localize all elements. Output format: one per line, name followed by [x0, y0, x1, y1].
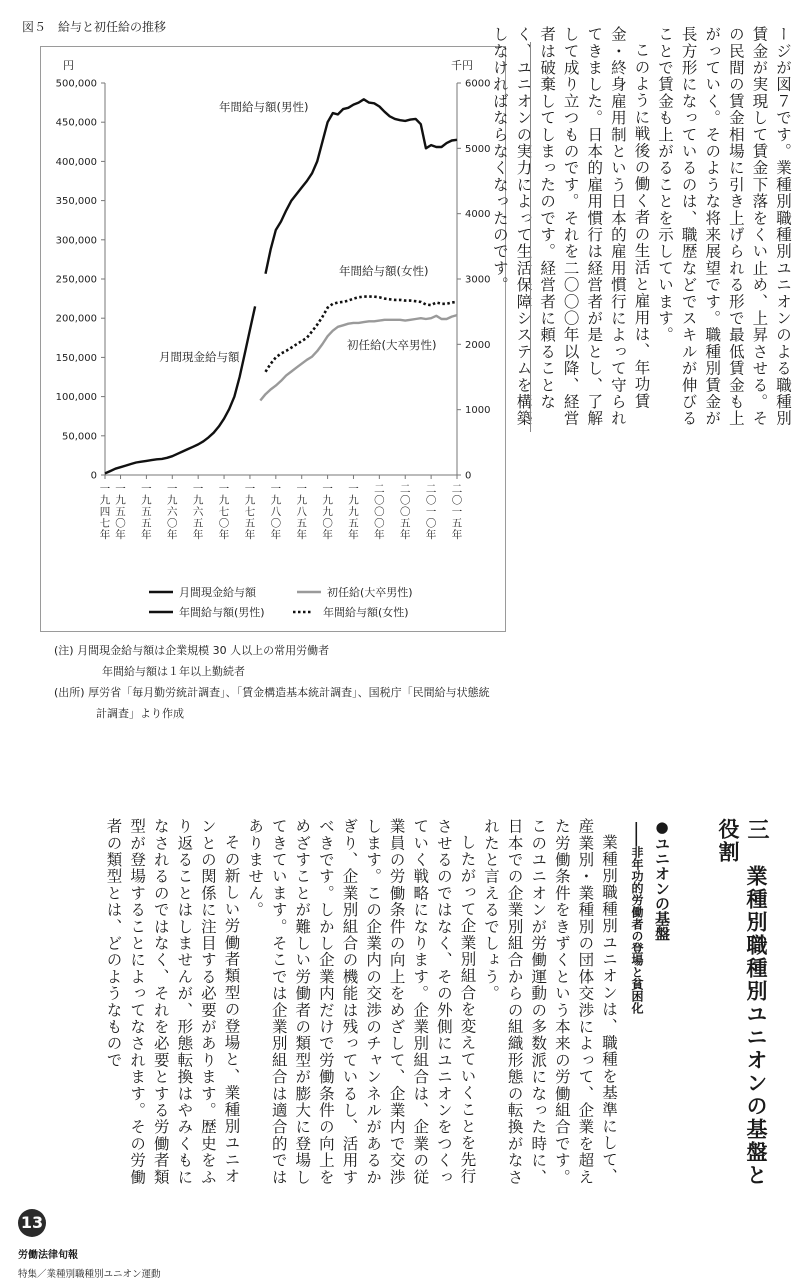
x-tick-label-char: 〇: [115, 517, 126, 530]
series-annotation: 月間現金給与額: [159, 350, 240, 364]
x-tick-label-char: 一: [167, 483, 178, 495]
x-tick-label-char: 九: [192, 494, 204, 507]
note-line-1: [54, 640, 524, 661]
x-tick-label-char: 年: [192, 529, 204, 541]
x-tick-label-char: 九: [244, 494, 256, 507]
x-tick-label-char: 五: [451, 517, 463, 530]
right-axis-unit: 千円: [451, 59, 473, 72]
x-tick-label-char: 年: [115, 529, 126, 541]
series-line-2: [266, 99, 458, 273]
x-tick-label-char: 〇: [322, 517, 333, 530]
x-tick-label-char: 二: [451, 483, 463, 495]
left-tick-label: 0: [90, 470, 97, 482]
right-tick-label: 2000: [465, 339, 491, 351]
series-line-3: [266, 297, 458, 372]
note-line-2: 年間給与額は１年以上勤続者: [102, 665, 245, 678]
x-tick-label-char: 五: [141, 506, 152, 518]
left-tick-label: 400,000: [55, 156, 97, 168]
x-tick-label-char: 〇: [425, 517, 437, 530]
x-tick-label-char: 年: [374, 529, 385, 541]
x-tick-label-char: 年: [451, 529, 463, 541]
x-tick-label-char: 年: [296, 529, 307, 541]
x-tick-label-char: 九: [322, 506, 333, 518]
left-tick-label: 450,000: [55, 117, 97, 129]
series-annotation: 年間給与額(女性): [339, 264, 429, 278]
x-tick-label-char: 一: [451, 506, 463, 518]
body-bottom-paragraph-2: したがって企業別組合を変えていくことを先行させるのではなく、その外側にユニオンをつくっていく戦略になります。企業別組合は、企業の従業員の労働条件の向上をめざして、企業内で交渉します。この企業内の交渉のチャンネルがあるかぎり、企業別組合の機能は残っているし、活用すべきです。しかし企業内だけで労働条件の向上をめざすことが難しい労働者の類型が膨大に登場してきています。そこでは企業別組合は適合的ではありません。: [246, 818, 477, 1186]
right-tick-label: 0: [465, 470, 472, 482]
x-tick-label-char: 五: [348, 517, 359, 530]
source-line-2: 計調査」より作成: [96, 707, 184, 720]
x-tick-label-char: 九: [99, 494, 111, 507]
column-divider: [530, 42, 531, 432]
source-text-1: 厚労省「毎月勤労統計調査」、「賃金構造基本統計調査」、国税庁「民間給与状態統: [88, 686, 490, 699]
x-tick-label-char: 五: [192, 517, 204, 530]
x-tick-label-char: 二: [374, 483, 385, 495]
x-tick-label-char: 年: [399, 529, 411, 541]
x-tick-label-char: 七: [244, 506, 256, 518]
section-heading: [714, 818, 770, 1198]
series-annotation: 年間給与額(男性): [219, 100, 309, 114]
wage-chart: [41, 47, 505, 631]
legend-label: 年間給与額(女性): [323, 606, 409, 619]
right-tick-label: 1000: [465, 405, 491, 417]
x-tick-label-char: 一: [244, 483, 256, 495]
journal-name: 労働法律旬報: [18, 1250, 78, 1261]
legend-label: 月間現金給与額: [179, 586, 256, 599]
figure-title: 図５ 給与と初任給の推移: [22, 20, 167, 34]
series-line-0: [105, 306, 255, 473]
x-tick-label-char: 一: [322, 483, 333, 495]
x-tick-label-char: 六: [192, 506, 204, 518]
body-top-upper: [490, 26, 794, 434]
x-tick-label-char: 〇: [270, 517, 282, 530]
x-tick-label-char: 五: [115, 506, 126, 518]
right-tick-label: 3000: [465, 274, 491, 286]
series-annotation: 初任給(大卒男性): [347, 338, 437, 352]
x-tick-label-char: 〇: [374, 506, 385, 518]
x-tick-label-char: 九: [270, 494, 282, 507]
x-tick-label-char: 一: [141, 483, 152, 495]
x-tick-label-char: 年: [167, 529, 178, 541]
x-tick-label-char: 七: [99, 517, 111, 530]
x-tick-label-char: 八: [296, 506, 307, 518]
x-tick-label-char: 八: [270, 506, 282, 518]
x-tick-label-char: 一: [99, 483, 111, 495]
x-tick-label-char: 九: [141, 494, 152, 507]
x-tick-label-char: 五: [141, 517, 152, 530]
x-tick-label-char: 九: [218, 494, 230, 507]
legend-label: 初任給(大卒男性): [327, 586, 413, 599]
body-top-paragraph-2: このように戦後の働く者の生活と雇用は、年功賃金・終身雇用制という日本的雇用慣行によって守られてきました。日本的雇用慣行は経営者が是とし、了解して成り立つものです。それを二〇〇〇年以降、経営者は破棄してしまったのです。経営者に頼ることなく、ユニオンの実力によって生活保障システムを構築しなければならなくなったのです。: [490, 26, 651, 427]
x-tick-label-char: 二: [425, 483, 437, 495]
right-tick-label: 6000: [465, 78, 491, 90]
x-tick-label-char: 年: [244, 529, 256, 541]
section-title: 業種別職種別ユニオンの基盤と役割: [716, 818, 768, 1187]
page-number-badge: 13: [18, 1209, 46, 1237]
x-tick-label-char: 九: [348, 494, 359, 507]
left-axis-unit: 円: [63, 59, 74, 72]
note-label: (注): [54, 644, 74, 657]
x-tick-label-char: 年: [425, 529, 437, 541]
x-tick-label-char: 一: [270, 483, 282, 495]
series-line-1: [260, 315, 457, 400]
left-tick-label: 200,000: [55, 313, 97, 325]
section-number: 三: [744, 818, 769, 842]
x-tick-label-char: 年: [348, 529, 359, 541]
left-tick-label: 350,000: [55, 196, 97, 208]
x-tick-label-char: 〇: [399, 506, 411, 518]
x-tick-label-char: 五: [244, 517, 256, 530]
x-tick-label-char: 〇: [374, 517, 385, 530]
x-tick-label-char: 九: [167, 494, 178, 507]
x-tick-label-char: 五: [296, 517, 307, 530]
x-tick-label-char: 一: [348, 483, 359, 495]
x-tick-label-char: 九: [322, 494, 333, 507]
body-top-paragraph-1: ージが図７です。業種別職種別ユニオンのよる職種別賃金が実現して賃金下落をくい止め、上昇させる。その民間の賃金相場に引き上げられる形で最低賃金も上がっていく。そのような将来展望です。職種別賃金が長方形になっているのは、職歴などでスキルが伸びることで賃金も上がることを示しています。: [656, 26, 792, 427]
figure-chart-frame: [40, 46, 506, 632]
body-bottom-paragraph-1: 業種別職種別ユニオンは、職種を基準にして、産業別・業種別の団体交渉によって、企業を超えた労働条件をきずくという本来の労働組合です。このユニオンが労働運動の多数派になった時に、日本での企業別組合からの組織形態の転換がなされたと言えるでしょう。: [482, 818, 618, 1186]
left-tick-label: 300,000: [55, 235, 97, 247]
x-tick-label-char: 年: [270, 529, 282, 541]
running-title: 特集／業種別職種別ユニオン運動: [18, 1269, 161, 1280]
x-tick-label-char: 九: [115, 494, 126, 507]
x-tick-label-char: 四: [99, 506, 111, 518]
legend-label: 年間給与額(男性): [179, 606, 265, 619]
x-tick-label-char: 年: [141, 529, 152, 541]
x-tick-label-char: 二: [399, 483, 411, 495]
x-tick-label-char: 年: [218, 529, 230, 541]
body-bottom: [20, 818, 620, 1193]
x-tick-label-char: 〇: [167, 517, 178, 530]
x-tick-label-char: 〇: [425, 494, 437, 507]
right-tick-label: 4000: [465, 209, 491, 221]
source-label: (出所): [54, 686, 85, 699]
x-tick-label-char: 九: [348, 506, 359, 518]
x-tick-label-char: 年: [99, 529, 111, 541]
subsubheading: ――非年功的労働者の登場と貧困化: [630, 822, 644, 1014]
x-tick-label-char: 〇: [451, 494, 463, 507]
x-tick-label-char: 一: [115, 483, 126, 495]
x-tick-label-char: 七: [218, 506, 230, 518]
subheading: ●ユニオンの基盤: [653, 818, 671, 941]
left-tick-label: 100,000: [55, 392, 97, 404]
x-tick-label-char: 一: [296, 483, 307, 495]
x-tick-label-char: 九: [296, 494, 307, 507]
x-tick-label-char: 年: [322, 529, 333, 541]
figure-notes: [54, 640, 524, 724]
x-tick-label-char: 一: [192, 483, 204, 495]
x-tick-label-char: 〇: [399, 494, 411, 507]
left-tick-label: 50,000: [62, 431, 97, 443]
body-bottom-paragraph-3: その新しい労働者類型の登場と、業種別ユニオンとの関係に注目する必要があります。歴史をふり返ることはしませんが、形態転換はやみくもになされるのではなく、それを必要とする労働者類型が登場することによってなされます。その労働者の類型とは、どのようなもので: [104, 818, 241, 1186]
x-tick-label-char: 〇: [374, 494, 385, 507]
x-tick-label-char: 一: [425, 506, 437, 518]
x-tick-label-char: 〇: [218, 517, 230, 530]
x-tick-label-char: 六: [167, 506, 178, 518]
x-tick-label-char: 五: [399, 517, 411, 530]
left-tick-label: 250,000: [55, 274, 97, 286]
left-tick-label: 150,000: [55, 352, 97, 364]
left-tick-label: 500,000: [55, 78, 97, 90]
x-tick-label-char: 一: [218, 483, 230, 495]
right-tick-label: 5000: [465, 143, 491, 155]
note-text-1: 月間現金給与額は企業規模 30 人以上の常用労働者: [77, 644, 330, 657]
source-line-1: [54, 682, 524, 703]
